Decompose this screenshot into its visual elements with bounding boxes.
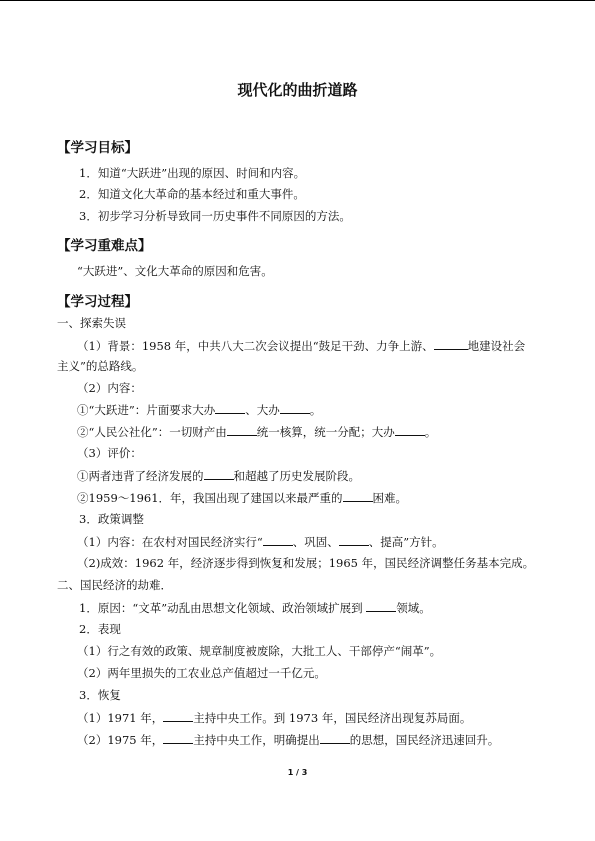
- fill-blank[interactable]: [204, 468, 234, 480]
- recovery-line: （1）1971 年， 主持中央工作。到 1973 年，国民经济出现复苏局面。: [77, 711, 472, 725]
- goal-item: 3．初步学习分析导致同一历史事件不同原因的方法。: [79, 209, 351, 223]
- key-heading: 【学习重难点】: [57, 238, 152, 254]
- fill-blank[interactable]: [343, 490, 373, 502]
- fill-blank[interactable]: [215, 402, 245, 414]
- subsection-title: 2．表现: [79, 622, 121, 636]
- fill-blank[interactable]: [163, 710, 193, 722]
- goal-item: 2．知道文化大革命的基本经过和重大事件。: [79, 187, 305, 201]
- performance-line: （1）行之有效的政策、规章制度被废除，大批工人、干部停产“闹革”。: [77, 644, 442, 658]
- subsection-title: 3．恢复: [79, 688, 121, 702]
- evaluation-line: ①两者违背了经济发展的 和超越了历史发展阶段。: [77, 469, 360, 483]
- adjust-result-line: （2)成效：1962 年，经济逐步得到恢复和发展；1965 年，国民经济调整任务基本完成。: [77, 556, 535, 570]
- fill-blank[interactable]: [163, 732, 193, 744]
- performance-line: （2）两年里损失的工农业总产值超过一千亿元。: [77, 666, 326, 680]
- commune-line: ②“人民公社化”：一切财产由 统一核算，统一分配；大办 。: [77, 425, 437, 439]
- fill-blank[interactable]: [366, 600, 396, 612]
- background-line-cont: 主义”的总路线。: [57, 359, 144, 373]
- adjust-line: （1）内容：在农村对国民经济实行“ 、巩固、 、提高”方针。: [77, 535, 444, 549]
- goals-heading: 【学习目标】: [57, 140, 138, 156]
- fill-blank[interactable]: [339, 534, 369, 546]
- content-label: （2）内容：: [77, 381, 142, 395]
- evaluation-line: ②1959～1961．年，我国出现了建国以来最严重的 困难。: [77, 491, 408, 505]
- fill-blank[interactable]: [320, 732, 350, 744]
- key-text: “大跃进”、文化大革命的原因和危害。: [77, 264, 273, 278]
- cause-line: 1．原因：“文革”动乱由思想文化领域、政治领域扩展到 领域。: [79, 601, 431, 615]
- fill-blank[interactable]: [434, 338, 468, 350]
- leap-line: ①“大跃进”：片面要求大办 、大办 。: [77, 403, 322, 417]
- section-title: 一、探索失误: [57, 316, 126, 330]
- page-title: 现代化的曲折道路: [237, 81, 358, 99]
- evaluation-label: （3）评价：: [77, 446, 142, 460]
- header-rule: [0, 0, 595, 1]
- fill-blank[interactable]: [395, 424, 425, 436]
- subsection-title: 3．政策调整: [79, 512, 144, 526]
- goal-item: 1．知道“大跃进”出现的原因、时间和内容。: [79, 166, 306, 180]
- page-number: 1 / 3: [287, 768, 308, 777]
- recovery-line: （2）1975 年， 主持中央工作，明确提出 的思想，国民经济迅速回升。: [77, 733, 500, 747]
- background-line: （1）背景：1958 年，中共八大二次会议提出“鼓足干劲、力争上游、 地建设社会: [77, 339, 526, 353]
- fill-blank[interactable]: [280, 402, 310, 414]
- fill-blank[interactable]: [227, 424, 257, 436]
- process-heading: 【学习过程】: [57, 294, 138, 310]
- fill-blank[interactable]: [263, 534, 293, 546]
- section-title: 二、国民经济的劫难．: [57, 578, 172, 592]
